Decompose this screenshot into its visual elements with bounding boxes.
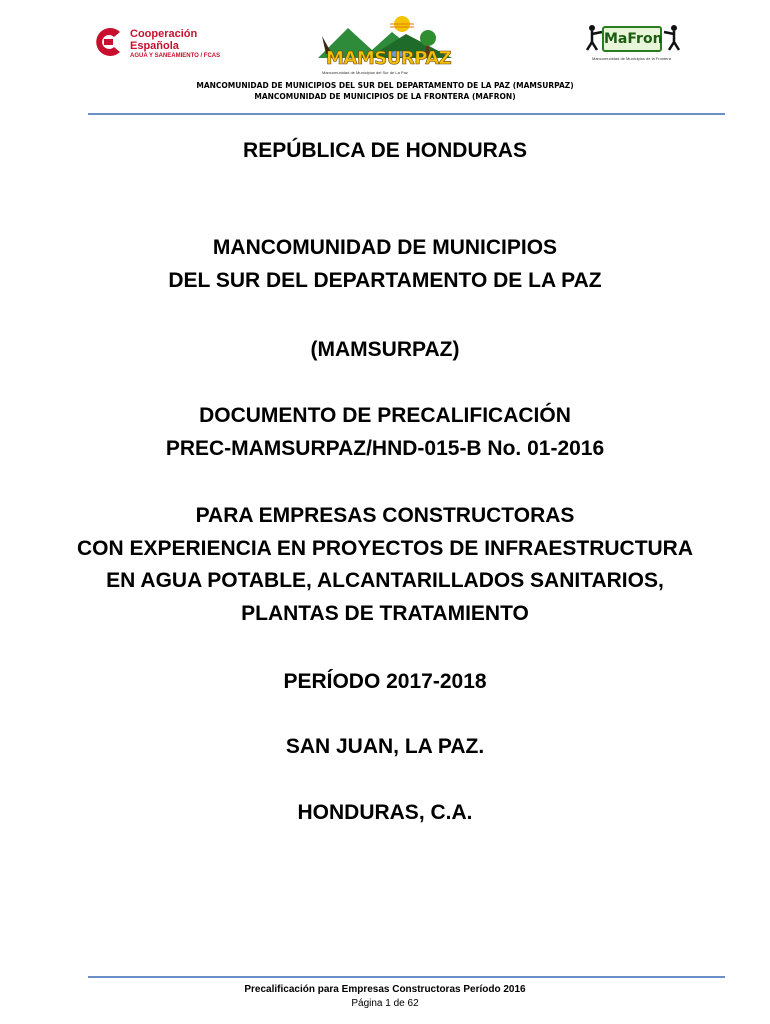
cooperacion-c-icon bbox=[90, 24, 126, 60]
cooperacion-subtitle: AGUA Y SANEAMIENTO / FCAS bbox=[130, 53, 221, 59]
mamsurpaz-logo bbox=[318, 14, 452, 76]
cooperacion-espanola-logo bbox=[90, 22, 230, 68]
header-line-mamsurpaz: MANCOMUNIDAD DE MUNICIPIOS DEL SUR DEL DEPARTAMENTO DE LA PAZ (MAMSURPAZ) bbox=[196, 81, 574, 90]
period-heading: PERÍODO 2017-2018 bbox=[283, 670, 487, 693]
header-organizations bbox=[0, 80, 770, 102]
country-heading: HONDURAS, C.A. bbox=[297, 801, 473, 824]
document-code: PREC-MAMSURPAZ/HND-015-B No. 01-2016 bbox=[165, 437, 605, 460]
footer-title: Precalificación para Empresas Constructoras Período 2016 bbox=[244, 984, 526, 995]
acronym-heading: (MAMSURPAZ) bbox=[310, 338, 460, 361]
purpose-line2: CON EXPERIENCIA EN PROYECTOS DE INFRAESTRUCTURA bbox=[76, 537, 694, 560]
mafron-wordmark: MaFron bbox=[602, 26, 662, 52]
page-number: Página 1 de 62 bbox=[351, 998, 419, 1009]
footer-divider bbox=[88, 976, 725, 978]
mancomunidad-line1: MANCOMUNIDAD DE MUNICIPIOS bbox=[212, 236, 558, 259]
mamsurpaz-wordmark: MAMSURPAZ bbox=[326, 48, 452, 69]
purpose-line4: PLANTAS DE TRATAMIENTO bbox=[241, 602, 529, 625]
purpose-line1: PARA EMPRESAS CONSTRUCTORAS bbox=[195, 504, 575, 527]
purpose-line3: EN AGUA POTABLE, ALCANTARILLADOS SANITARIOS, bbox=[106, 569, 664, 592]
mamsurpaz-tagline: Mancomunidad de Municipios del Sur de La Paz bbox=[322, 70, 408, 75]
header-line-mafron: MANCOMUNIDAD DE MUNICIPIOS DE LA FRONTERA (MAFRON) bbox=[254, 92, 516, 101]
cooperacion-line2: Española bbox=[130, 40, 179, 52]
mafron-logo bbox=[584, 20, 684, 64]
cooperacion-line1: Cooperación bbox=[130, 28, 198, 40]
mafron-tagline: Mancomunidad de Municipios de la Frontera bbox=[592, 56, 671, 61]
republic-heading: REPÚBLICA DE HONDURAS bbox=[243, 139, 527, 162]
city-heading: SAN JUAN, LA PAZ. bbox=[285, 735, 485, 758]
header-divider bbox=[88, 113, 725, 115]
mancomunidad-line2: DEL SUR DEL DEPARTAMENTO DE LA PAZ bbox=[168, 269, 602, 292]
document-title: DOCUMENTO DE PRECALIFICACIÓN bbox=[199, 404, 571, 427]
